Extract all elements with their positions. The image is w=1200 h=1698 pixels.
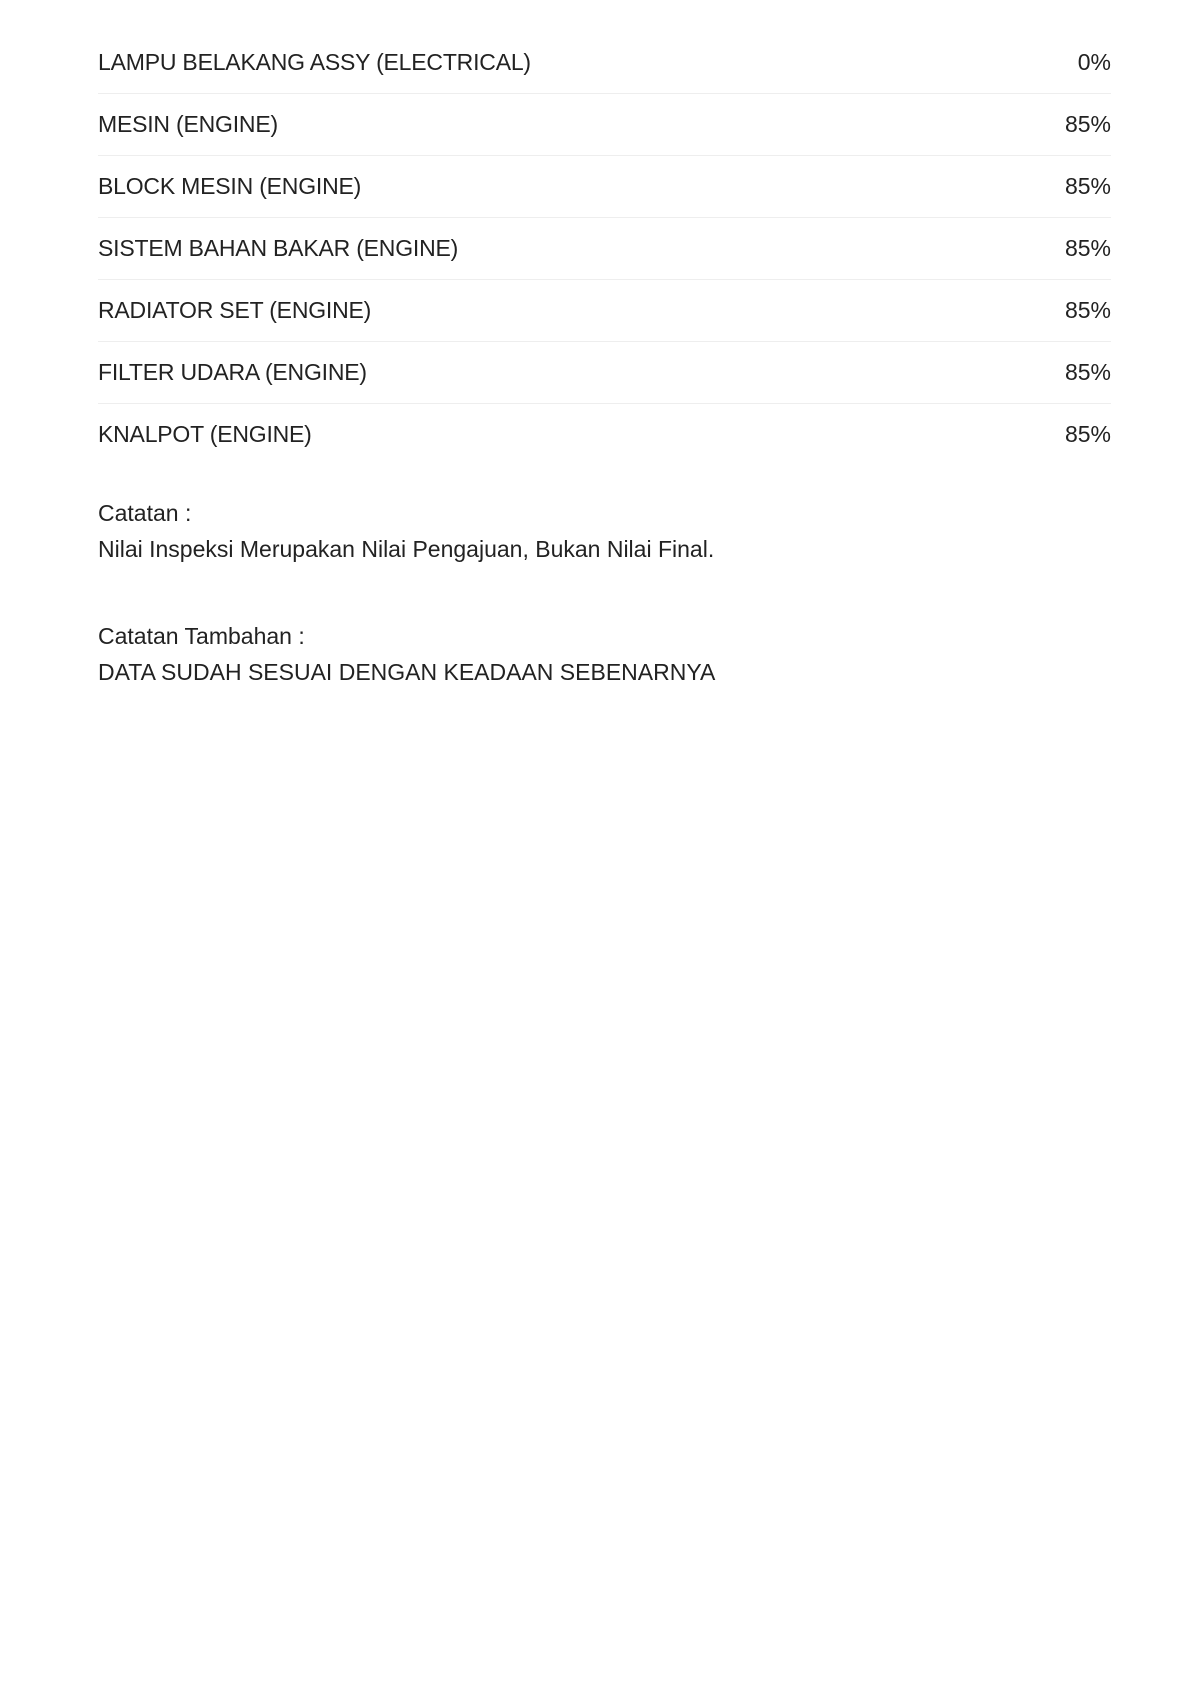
- item-label: KNALPOT (ENGINE): [98, 421, 312, 447]
- item-score: 0%: [1077, 49, 1111, 75]
- item-label: BLOCK MESIN (ENGINE): [98, 173, 362, 199]
- item-label: FILTER UDARA (ENGINE): [98, 359, 367, 385]
- item-score: 85%: [1064, 235, 1111, 261]
- item-score: 85%: [1064, 297, 1111, 323]
- list-item: [98, 156, 1111, 218]
- list-item: [98, 280, 1111, 342]
- list-item: [98, 32, 1111, 94]
- item-label: SISTEM BAHAN BAKAR (ENGINE): [98, 235, 459, 261]
- catatan-section: [98, 495, 1111, 567]
- item-score: 85%: [1064, 359, 1111, 385]
- item-label: RADIATOR SET (ENGINE): [98, 297, 372, 323]
- catatan-tambahan-section: [98, 618, 1111, 690]
- catatan-heading: Catatan :: [98, 500, 192, 526]
- list-item: [98, 342, 1111, 404]
- list-item: [98, 218, 1111, 280]
- item-label: LAMPU BELAKANG ASSY (ELECTRICAL): [98, 49, 531, 75]
- catatan-text: Nilai Inspeksi Merupakan Nilai Pengajuan, Bukan Nilai Final.: [98, 536, 715, 562]
- catatan-tambahan-text: DATA SUDAH SESUAI DENGAN KEADAAN SEBENARNYA: [98, 659, 716, 685]
- item-score: 85%: [1064, 421, 1111, 447]
- item-label: MESIN (ENGINE): [98, 111, 278, 137]
- list-item: [98, 404, 1111, 465]
- catatan-tambahan-heading: Catatan Tambahan :: [98, 623, 305, 649]
- list-item: [98, 94, 1111, 156]
- item-score: 85%: [1064, 111, 1111, 137]
- item-score: 85%: [1064, 173, 1111, 199]
- inspection-items-list: [98, 32, 1111, 465]
